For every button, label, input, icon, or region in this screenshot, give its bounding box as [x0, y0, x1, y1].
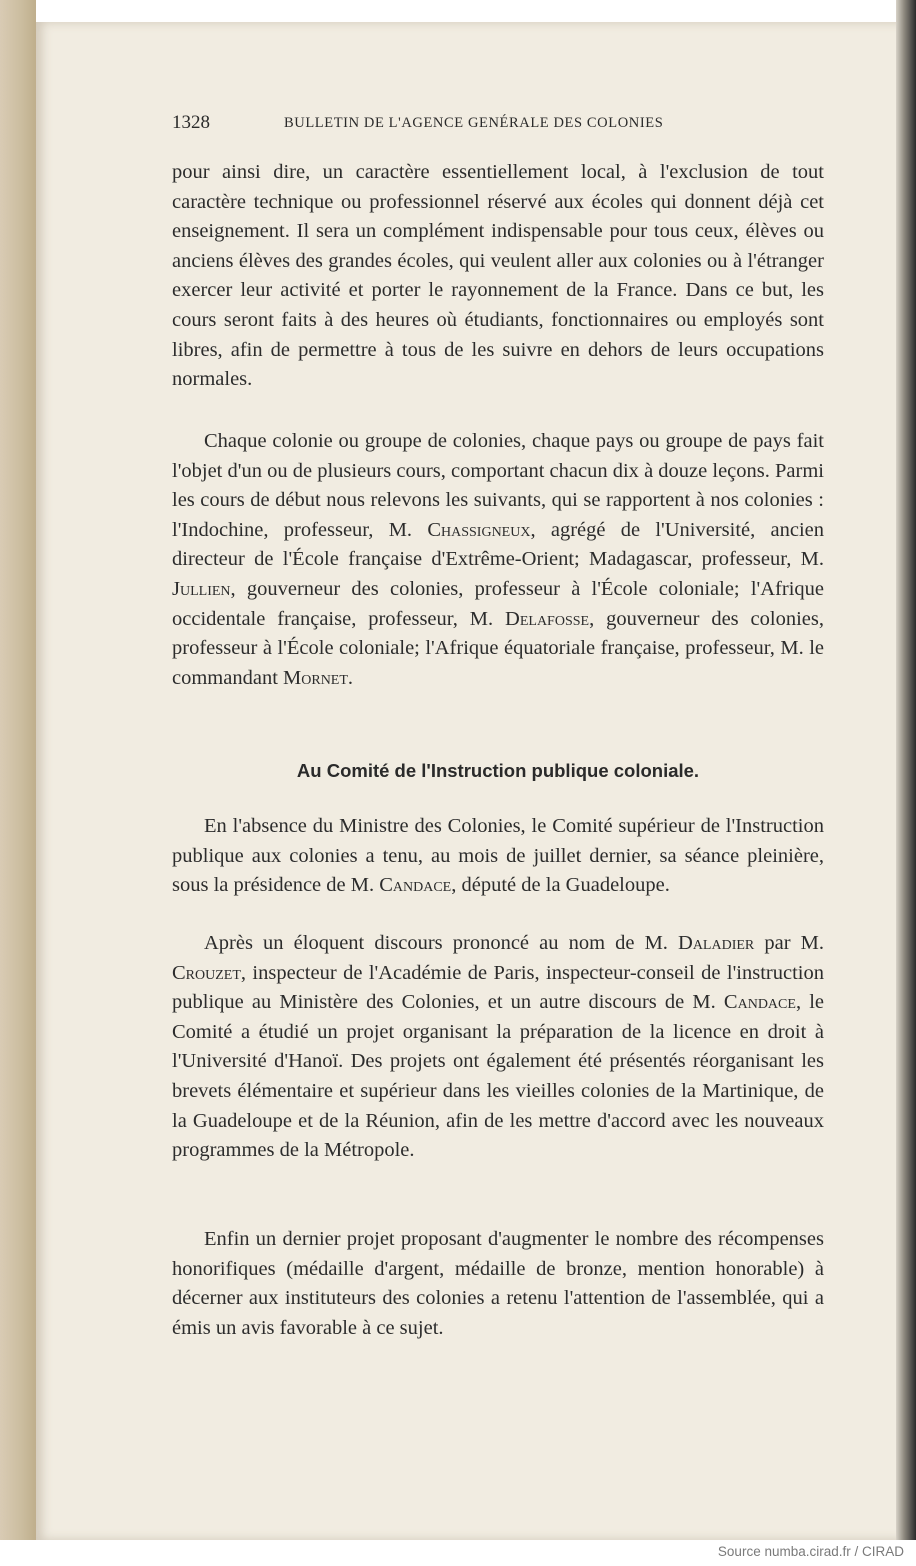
- source-credit: Source numba.cirad.fr / CIRAD: [717, 1544, 904, 1559]
- text-run: , gouverneur des colonies, professeur à l'École coloniale; l'Afrique occidentale française, professeur, M.: [172, 577, 824, 630]
- text-run: En l'absence du Ministre des Colonies, le Comité supérieur de l'Instruction publique aux colonies a tenu, au mois de juillet dernier, sa séance pleinière, sous la présidence de M.: [172, 815, 824, 897]
- text-run: Après un éloquent discours prononcé au nom de M.: [204, 932, 679, 954]
- page-number: 1328: [172, 112, 210, 133]
- person-name: Candace: [379, 874, 452, 897]
- book-binding: [0, 0, 36, 1540]
- paragraph-4-text: [172, 929, 824, 1166]
- paragraph-2: [172, 427, 824, 693]
- paragraph-1-text: pour ainsi dire, un caractère essentiellement local, à l'exclusion de tout caractère technique ou professionnel réservé aux écoles qui donnent déjà cet enseignement. Il sera un complément indispensable pour tous ceux, élèves ou anciens élèves des grandes écoles, qui veulent aller aux colonies ou à l'étranger exercer leur activité et porter le rayonnement de la France. Dans ce but, les cours seront faits à des heures où étudiants, fonctionnaires ou employés sont libres, afin de permettre à tous de les suivre en dehors de leurs occupations normales.: [172, 161, 824, 391]
- top-margin: [36, 0, 896, 24]
- paragraph-3: [172, 812, 824, 901]
- text-run: , inspecteur de l'Académie de Paris, inspecteur-conseil de l'instruction publique au Ministère des Colonies, et un autre discours de M.: [172, 961, 824, 1014]
- paragraph-2-text: [172, 427, 824, 693]
- text-run: par M.: [754, 932, 824, 954]
- paragraph-4: [172, 929, 824, 1166]
- person-name: Chassigneux: [427, 518, 531, 541]
- person-name: Mornet: [283, 666, 348, 689]
- person-name: Jullien: [172, 577, 231, 600]
- paragraph-1: [172, 158, 824, 395]
- text-run: Chaque colonie ou groupe de colonies, chaque pays ou groupe de pays fait l'objet d'un ou de plusieurs cours, comportant chacun dix à douze leçons. Parmi les cours de début nous relevons les suivants, qui se rapportent à nos colonies : l'Indochine, professeur, M.: [172, 430, 824, 541]
- running-head: BULLETIN DE L'AGENCE GENÉRALE DES COLONIES: [284, 115, 664, 131]
- text-run: , agrégé de l'Université, ancien directeur de l'École française d'Extrême-Orient; Madagascar, professeur, M.: [172, 518, 825, 571]
- person-name: Candace: [723, 991, 796, 1014]
- page-header: [172, 112, 832, 142]
- section-title: Au Comité de l'Instruction publique coloniale.: [296, 760, 700, 781]
- paragraph-3-text: [172, 812, 824, 901]
- paragraph-5-text: Enfin un dernier projet proposant d'augmenter le nombre des récompenses honorifiques (médaille d'argent, médaille de bronze, mention honorable) à décerner aux instituteurs des colonies a retenu l'attention de l'assemblée, qui a émis un avis favorable à ce sujet.: [172, 1228, 824, 1339]
- text-run: , gouverneur des colonies, professeur à l'École coloniale; l'Afrique équatoriale française, professeur, M. le commandant: [172, 607, 824, 689]
- text-run: , le Comité a étudié un projet organisant la préparation de la licence en droit à l'Université d'Hanoï. Des projets ont également été présentés réorganisant les brevets élémentaire et supérieur dans les vieilles colonies de la Martinique, de la Guadeloupe et de la Réunion, afin de les mettre d'accord avec les nouveaux programmes de la Métropole.: [172, 991, 825, 1162]
- person-name: Crouzet: [172, 961, 241, 984]
- text-run: .: [347, 666, 354, 689]
- page-edge: [896, 0, 916, 1540]
- person-name: Daladier: [678, 932, 755, 954]
- paragraph-5: [172, 1225, 824, 1343]
- person-name: Delafosse: [505, 607, 590, 630]
- text-run: , député de la Guadeloupe.: [451, 874, 670, 897]
